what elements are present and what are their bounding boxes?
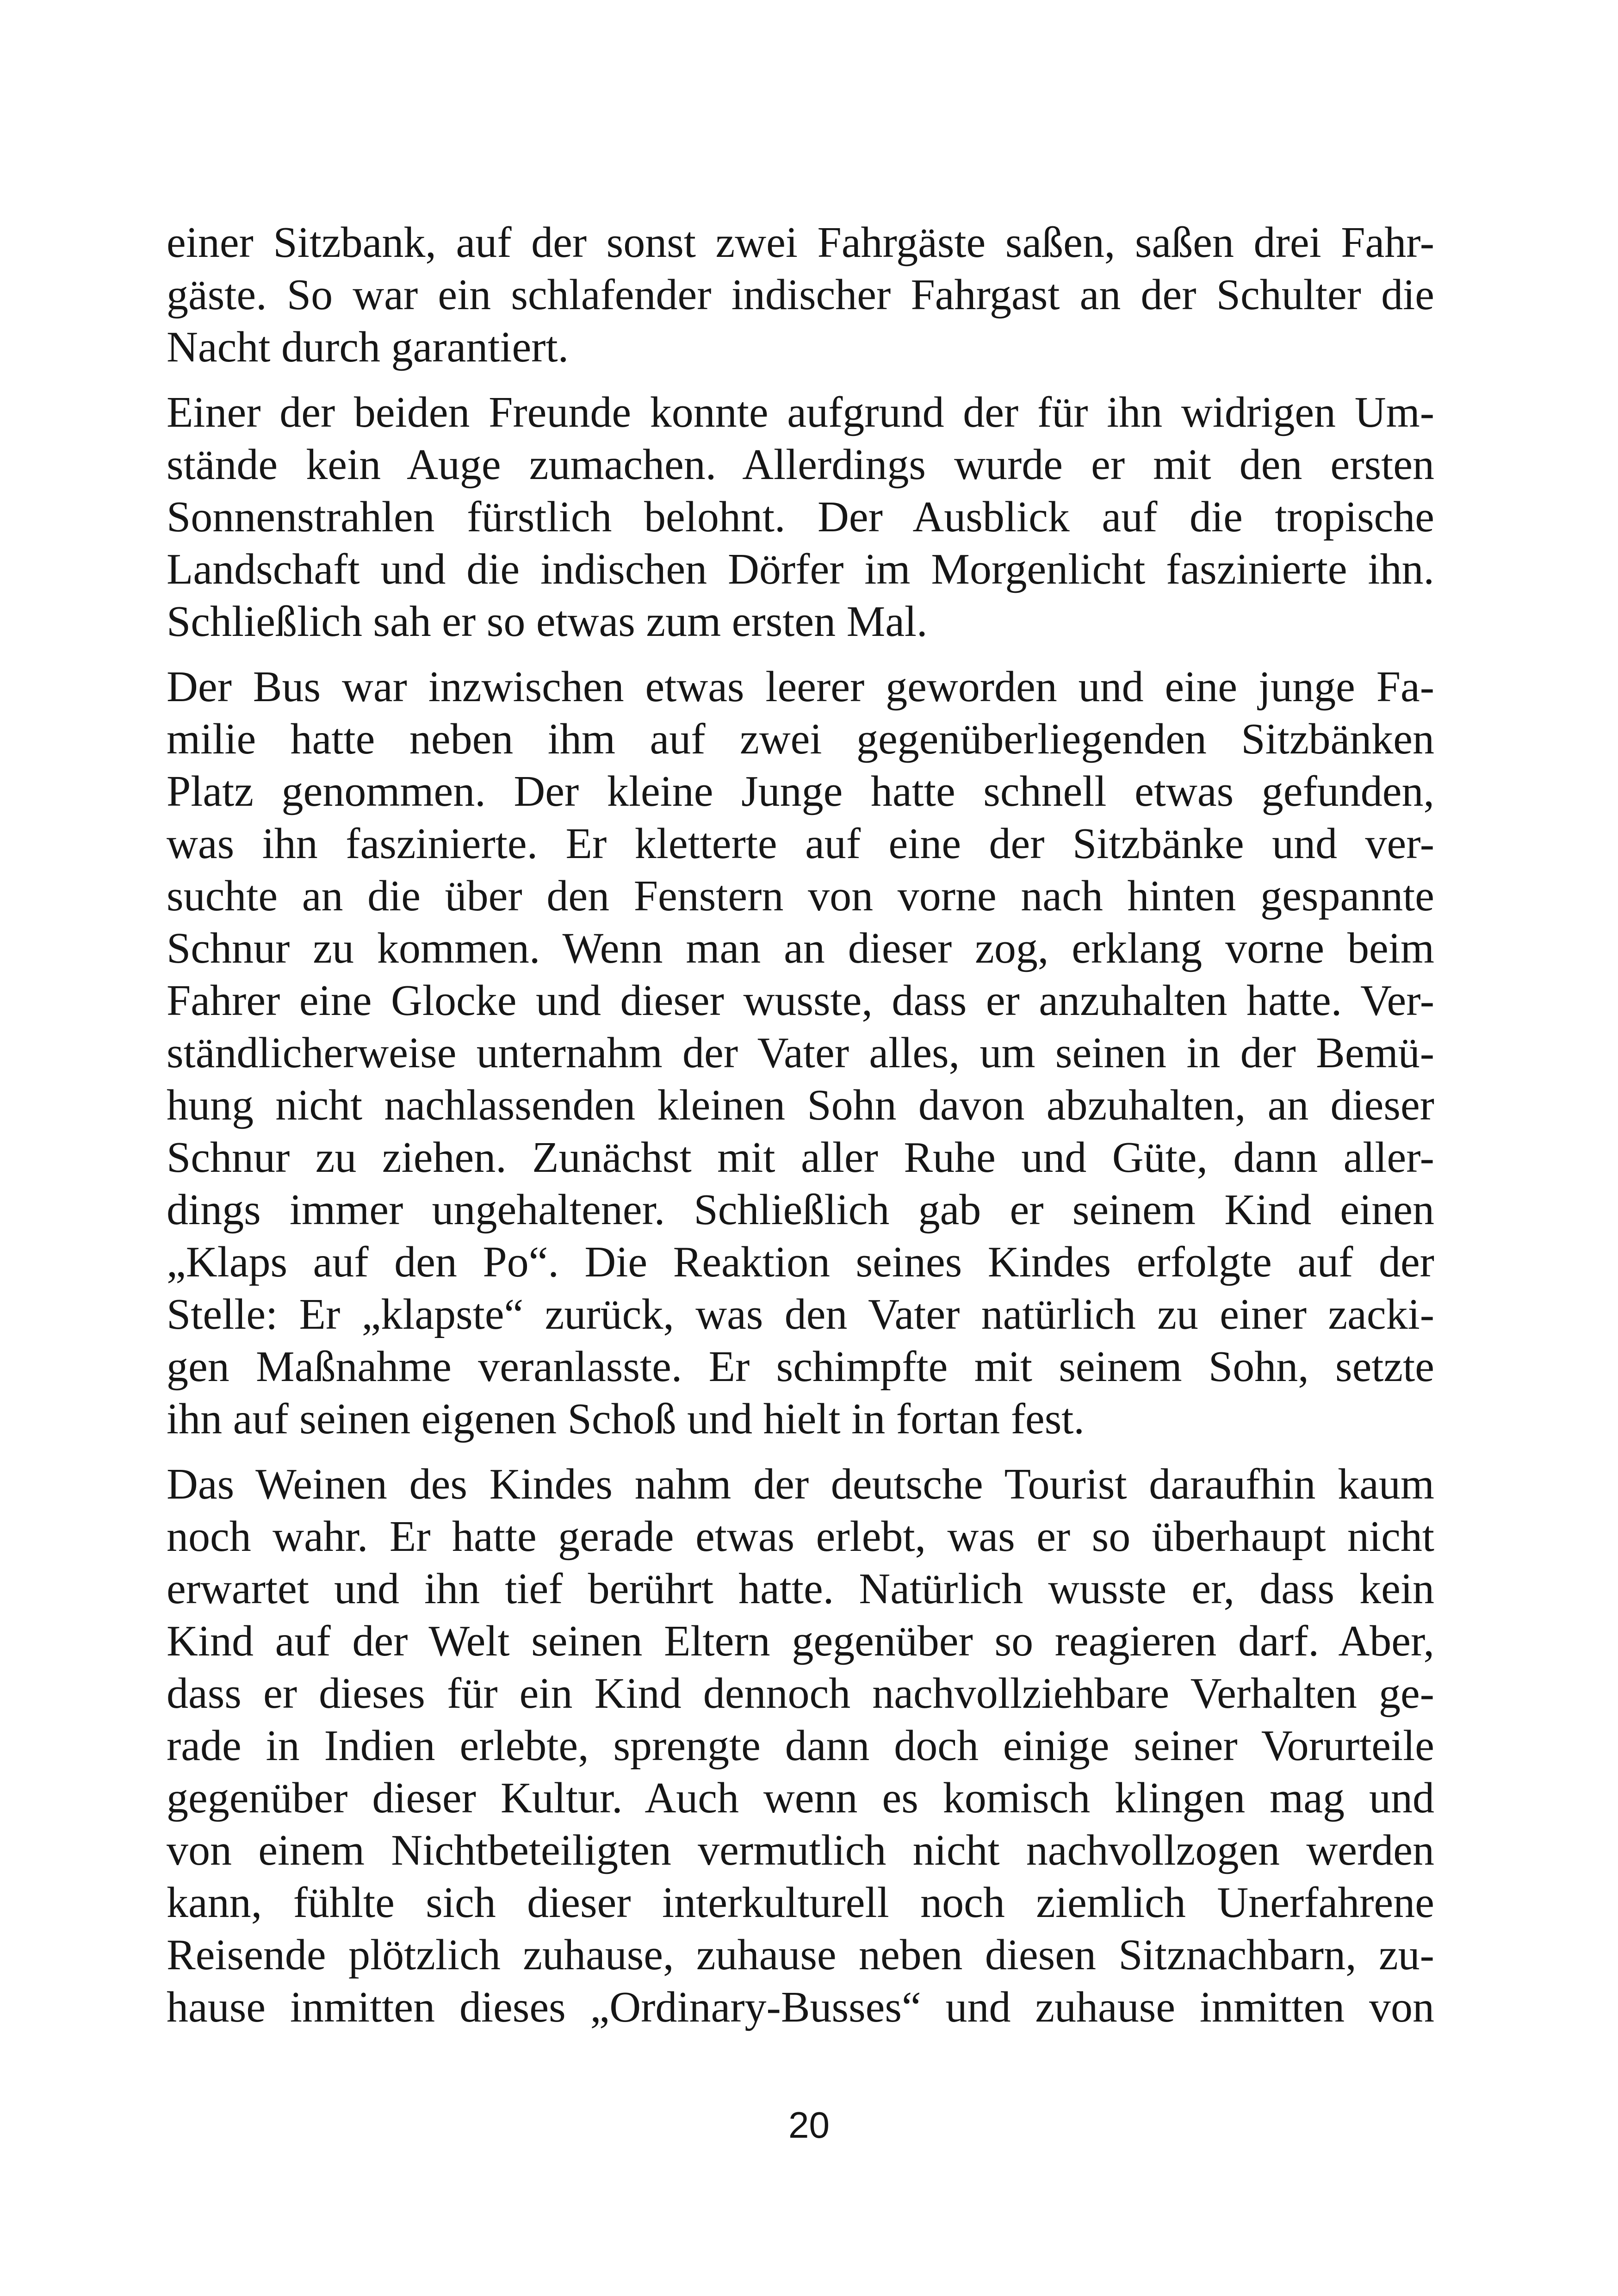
text-line: erwartet und ihn tief berührt hatte. Natürlich wusste er, dass kein — [167, 1565, 1434, 1613]
text-line: Platz genommen. Der kleine Junge hatte schnell etwas gefunden, — [167, 767, 1434, 815]
text-line: Schnur zu kommen. Wenn man an dieser zog, erklang vorne beim — [167, 924, 1434, 972]
text-line: gegenüber dieser Kultur. Auch wenn es komisch klingen mag und — [167, 1774, 1434, 1822]
paragraph — [167, 217, 1434, 373]
text-line: gen Maßnahme veranlasste. Er schimpfte mit seinem Sohn, setzte — [167, 1343, 1434, 1391]
text-line: suchte an die über den Fenstern von vorne nach hinten gespannte — [167, 872, 1434, 920]
text-line: was ihn faszinierte. Er kletterte auf eine der Sitzbänke und ver- — [167, 820, 1434, 868]
text-line: Sonnenstrahlen fürstlich belohnt. Der Ausblick auf die tropische — [167, 493, 1434, 541]
text-line: Reisende plötzlich zuhause, zuhause neben diesen Sitznachbarn, zu- — [167, 1931, 1434, 1979]
text-line: Der Bus war inzwischen etwas leerer geworden und eine junge Fa- — [167, 663, 1434, 711]
text-line: Fahrer eine Glocke und dieser wusste, dass er anzuhalten hatte. Ver- — [167, 977, 1434, 1025]
text-line: ihn auf seinen eigenen Schoß und hielt in fortan fest. — [167, 1395, 1085, 1443]
text-line: stände kein Auge zumachen. Allerdings wurde er mit den ersten — [167, 441, 1434, 489]
text-line: Schließlich sah er so etwas zum ersten Mal. — [167, 597, 928, 646]
text-line: kann, fühlte sich dieser interkulturell noch ziemlich Unerfahrene — [167, 1879, 1434, 1927]
text-line: hause inmitten dieses „Ordinary-Busses“ und zuhause inmitten von — [167, 1983, 1434, 2031]
text-line: einer Sitzbank, auf der sonst zwei Fahrgäste saßen, saßen drei Fahr- — [167, 218, 1434, 267]
text-line: Stelle: Er „klapste“ zurück, was den Vater natürlich zu einer zacki- — [167, 1290, 1434, 1338]
text-line: dass er dieses für ein Kind dennoch nachvollziehbare Verhalten ge- — [167, 1669, 1434, 1717]
text-line: „Klaps auf den Po“. Die Reaktion seines Kindes erfolgte auf der — [167, 1238, 1434, 1286]
paragraph — [167, 661, 1434, 1445]
text-line: von einem Nichtbeteiligten vermutlich nicht nachvollzogen werden — [167, 1826, 1434, 1874]
text-line: Das Weinen des Kindes nahm der deutsche Tourist daraufhin kaum — [167, 1460, 1434, 1508]
text-line: Einer der beiden Freunde konnte aufgrund der für ihn widrigen Um- — [167, 388, 1434, 436]
paragraph — [167, 386, 1434, 648]
text-line: dings immer ungehaltener. Schließlich gab er seinem Kind einen — [167, 1186, 1434, 1234]
text-line: milie hatte neben ihm auf zwei gegenüberliegenden Sitzbänken — [167, 715, 1434, 763]
body-text — [167, 217, 1434, 2047]
text-line: Landschaft und die indischen Dörfer im Morgenlicht faszinierte ihn. — [167, 545, 1434, 593]
paragraph — [167, 1458, 1434, 2034]
page-number: 20 — [788, 2104, 830, 2146]
text-line: Kind auf der Welt seinen Eltern gegenüber so reagieren darf. Aber, — [167, 1617, 1434, 1665]
text-line: gäste. So war ein schlafender indischer Fahrgast an der Schulter die — [167, 271, 1434, 319]
text-line: ständlicherweise unternahm der Vater alles, um seinen in der Bemü- — [167, 1029, 1434, 1077]
text-line: noch wahr. Er hatte gerade etwas erlebt, was er so überhaupt nicht — [167, 1512, 1434, 1561]
text-line: Schnur zu ziehen. Zunächst mit aller Ruhe und Güte, dann aller- — [167, 1133, 1434, 1182]
text-line: hung nicht nachlassenden kleinen Sohn davon abzuhalten, an dieser — [167, 1081, 1434, 1129]
text-line: Nacht durch garantiert. — [167, 323, 569, 371]
text-line: rade in Indien erlebte, sprengte dann doch einige seiner Vorurteile — [167, 1722, 1434, 1770]
